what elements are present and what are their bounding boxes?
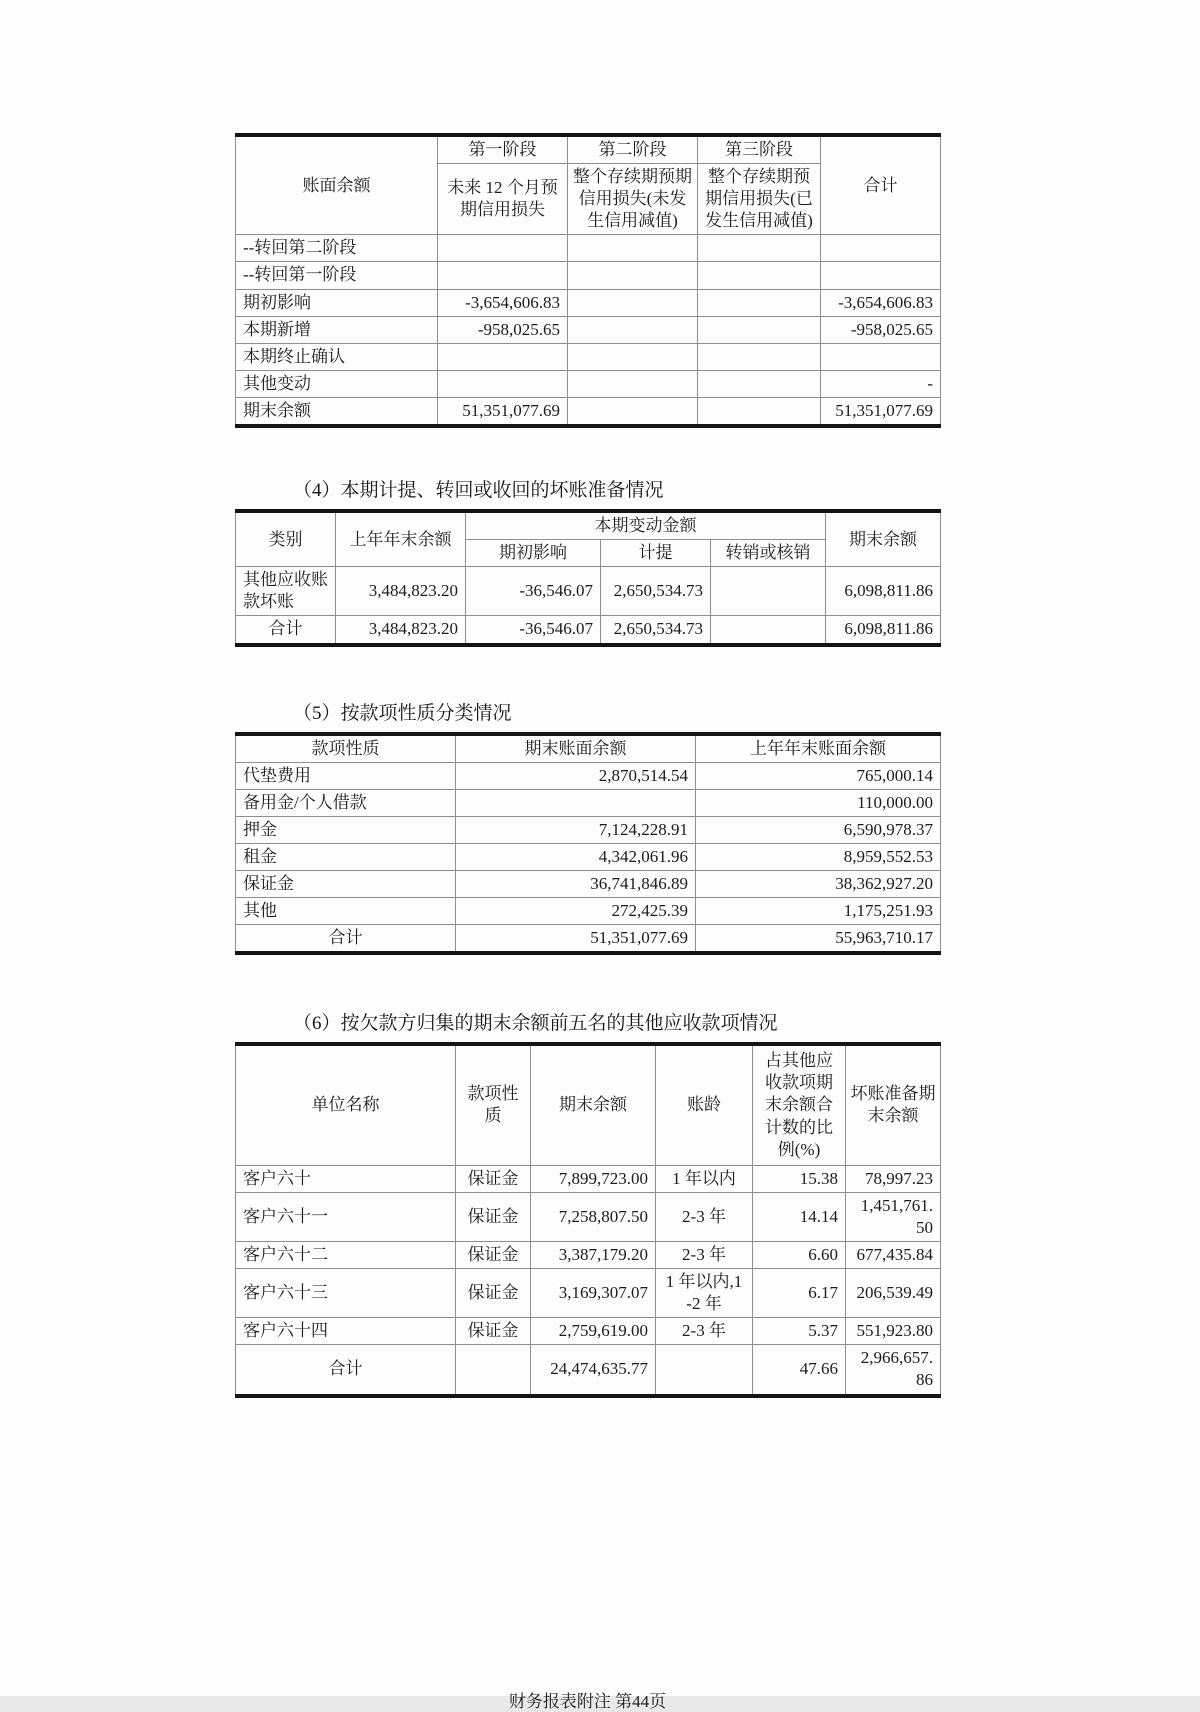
row-label: 保证金 — [236, 870, 456, 897]
cell-value: -3,654,606.83 — [821, 289, 941, 316]
section4-title: （4）本期计提、转回或收回的坏账准备情况 — [293, 480, 664, 502]
column-header: 款项性质 — [236, 734, 456, 763]
cell-value — [698, 235, 821, 262]
cell-value: 51,351,077.69 — [456, 925, 696, 954]
cell-value: 78,997.23 — [846, 1165, 941, 1192]
cell-value: 7,258,807.50 — [531, 1192, 656, 1241]
row-label: 客户六十 — [236, 1165, 456, 1192]
table-row — [236, 235, 941, 262]
cell-value: 2-3 年 — [656, 1318, 753, 1345]
table-row — [236, 370, 941, 397]
table-row — [236, 870, 941, 897]
cell-value: 1,451,761.50 — [846, 1192, 941, 1241]
cell-value: 47.66 — [753, 1345, 846, 1396]
table-header-row — [236, 135, 941, 164]
column-group-header: 本期变动金额 — [466, 511, 826, 540]
table-header-row — [236, 511, 941, 540]
cell-value — [456, 789, 696, 816]
cell-value: 7,899,723.00 — [531, 1165, 656, 1192]
column-header: 期末账面余额 — [456, 734, 696, 763]
row-label: 期初影响 — [236, 289, 438, 316]
cell-value: 保证金 — [456, 1165, 531, 1192]
cell-value — [568, 262, 698, 289]
cell-value — [821, 343, 941, 370]
table-total-row — [236, 616, 941, 645]
cell-value — [821, 262, 941, 289]
column-header: 款项性质 — [456, 1044, 531, 1165]
cell-value — [821, 235, 941, 262]
cell-value: 1 年以内,1-2 年 — [656, 1269, 753, 1318]
column-header: 坏账准备期末余额 — [846, 1044, 941, 1165]
column-header: 账龄 — [656, 1044, 753, 1165]
row-label: 其他 — [236, 898, 456, 925]
column-header: 第二阶段 — [568, 135, 698, 164]
table-row — [236, 1269, 941, 1318]
cell-value — [568, 370, 698, 397]
cell-value: - — [821, 370, 941, 397]
table-row — [236, 843, 941, 870]
table-row — [236, 1242, 941, 1269]
cell-value: 36,741,846.89 — [456, 870, 696, 897]
cell-value: 4,342,061.96 — [456, 843, 696, 870]
row-label: 期末余额 — [236, 397, 438, 426]
cell-value: 2-3 年 — [656, 1242, 753, 1269]
cell-value: 8,959,552.53 — [696, 843, 941, 870]
column-subheader: 未来 12 个月预期信用损失 — [438, 164, 568, 235]
table-header-row — [236, 1044, 941, 1165]
cell-value — [711, 616, 826, 645]
column-header: 类别 — [236, 511, 336, 567]
row-label: 合计 — [236, 616, 336, 645]
cell-value: 14.14 — [753, 1192, 846, 1241]
cell-value — [656, 1345, 753, 1396]
cell-value: 1,175,251.93 — [696, 898, 941, 925]
cell-value: -958,025.65 — [821, 316, 941, 343]
cell-value: 677,435.84 — [846, 1242, 941, 1269]
nature-classification-table — [235, 732, 941, 956]
cell-value — [438, 262, 568, 289]
column-subheader: 期初影响 — [466, 540, 601, 567]
cell-value: -36,546.07 — [466, 616, 601, 645]
cell-value: 110,000.00 — [696, 789, 941, 816]
cell-value: -3,654,606.83 — [438, 289, 568, 316]
table-total-row — [236, 1345, 941, 1396]
cell-value: 6.17 — [753, 1269, 846, 1318]
cell-value: 2-3 年 — [656, 1192, 753, 1241]
table-row — [236, 816, 941, 843]
credit-loss-stage-table — [235, 133, 941, 428]
column-header: 上年年末余额 — [336, 511, 466, 567]
column-header: 合计 — [821, 135, 941, 235]
cell-value — [568, 289, 698, 316]
cell-value: 206,539.49 — [846, 1269, 941, 1318]
section5-title: （5）按款项性质分类情况 — [293, 702, 512, 724]
cell-value — [698, 262, 821, 289]
cell-value: 55,963,710.17 — [696, 925, 941, 954]
row-label: 客户六十一 — [236, 1192, 456, 1241]
table-row — [236, 1192, 941, 1241]
column-subheader: 整个存续期预期信用损失(未发生信用减值) — [568, 164, 698, 235]
row-label: 本期新增 — [236, 316, 438, 343]
column-header: 占其他应收款项期末余额合计数的比例(%) — [753, 1044, 846, 1165]
row-label: 其他应收账款坏账 — [236, 567, 336, 616]
row-label: 租金 — [236, 843, 456, 870]
cell-value: 5.37 — [753, 1318, 846, 1345]
cell-value: 6.60 — [753, 1242, 846, 1269]
page-content — [235, 133, 940, 1712]
cell-value — [438, 235, 568, 262]
cell-value: 2,966,657.86 — [846, 1345, 941, 1396]
table-row — [236, 789, 941, 816]
table-total-row — [236, 925, 941, 954]
table-row — [236, 567, 941, 616]
row-label: 押金 — [236, 816, 456, 843]
row-label: 客户六十三 — [236, 1269, 456, 1318]
column-header: 期末余额 — [826, 511, 941, 567]
cell-value: 保证金 — [456, 1242, 531, 1269]
column-subheader: 整个存续期预期信用损失(已发生信用减值) — [698, 164, 821, 235]
table-row — [236, 762, 941, 789]
cell-value: 2,759,619.00 — [531, 1318, 656, 1345]
cell-value: 272,425.39 — [456, 898, 696, 925]
row-label: 客户六十二 — [236, 1242, 456, 1269]
cell-value — [568, 316, 698, 343]
row-label: 客户六十四 — [236, 1318, 456, 1345]
row-label: --转回第一阶段 — [236, 262, 438, 289]
cell-value: -36,546.07 — [466, 567, 601, 616]
cell-value: 2,650,534.73 — [601, 616, 711, 645]
bad-debt-provision-table — [235, 509, 941, 646]
table-row — [236, 316, 941, 343]
table-row — [236, 343, 941, 370]
cell-value: -958,025.65 — [438, 316, 568, 343]
cell-value: 15.38 — [753, 1165, 846, 1192]
row-label: 合计 — [236, 925, 456, 954]
cell-value — [698, 370, 821, 397]
cell-value: 765,000.14 — [696, 762, 941, 789]
column-header: 期末余额 — [531, 1044, 656, 1165]
column-subheader: 计提 — [601, 540, 711, 567]
row-label: 本期终止确认 — [236, 343, 438, 370]
cell-value: 6,098,811.86 — [826, 567, 941, 616]
cell-value: 6,098,811.86 — [826, 616, 941, 645]
page-footer: 财务报表附注 第44页 — [508, 1691, 667, 1711]
row-label: --转回第二阶段 — [236, 235, 438, 262]
table-row — [236, 289, 941, 316]
column-header: 第一阶段 — [438, 135, 568, 164]
row-label: 备用金/个人借款 — [236, 789, 456, 816]
cell-value — [698, 289, 821, 316]
column-header: 账面余额 — [236, 135, 438, 235]
cell-value — [698, 316, 821, 343]
cell-value: 551,923.80 — [846, 1318, 941, 1345]
cell-value: 38,362,927.20 — [696, 870, 941, 897]
cell-value: 3,484,823.20 — [336, 567, 466, 616]
row-label: 代垫费用 — [236, 762, 456, 789]
column-header: 第三阶段 — [698, 135, 821, 164]
cell-value: 7,124,228.91 — [456, 816, 696, 843]
column-header: 上年年末账面余额 — [696, 734, 941, 763]
cell-value — [568, 397, 698, 426]
row-label: 其他变动 — [236, 370, 438, 397]
table-row — [236, 397, 941, 426]
cell-value: 保证金 — [456, 1269, 531, 1318]
cell-value: 51,351,077.69 — [438, 397, 568, 426]
cell-value — [698, 397, 821, 426]
cell-value: 1 年以内 — [656, 1165, 753, 1192]
table-row — [236, 262, 941, 289]
table-row — [236, 1165, 941, 1192]
cell-value: 2,650,534.73 — [601, 567, 711, 616]
cell-value: 保证金 — [456, 1192, 531, 1241]
cell-value — [568, 343, 698, 370]
cell-value — [438, 370, 568, 397]
column-subheader: 转销或核销 — [711, 540, 826, 567]
cell-value: 3,169,307.07 — [531, 1269, 656, 1318]
table-row — [236, 898, 941, 925]
cell-value: 3,484,823.20 — [336, 616, 466, 645]
cell-value: 24,474,635.77 — [531, 1345, 656, 1396]
cell-value: 3,387,179.20 — [531, 1242, 656, 1269]
cell-value — [456, 1345, 531, 1396]
cell-value: 6,590,978.37 — [696, 816, 941, 843]
section6-title: （6）按欠款方归集的期末余额前五名的其他应收款项情况 — [293, 1013, 778, 1035]
table-row — [236, 1318, 941, 1345]
cell-value — [698, 343, 821, 370]
cell-value: 保证金 — [456, 1318, 531, 1345]
column-header: 单位名称 — [236, 1044, 456, 1165]
cell-value — [568, 235, 698, 262]
cell-value: 51,351,077.69 — [821, 397, 941, 426]
cell-value — [711, 567, 826, 616]
top-five-debtors-table — [235, 1042, 941, 1397]
row-label: 合计 — [236, 1345, 456, 1396]
cell-value — [438, 343, 568, 370]
cell-value: 2,870,514.54 — [456, 762, 696, 789]
table-header-row — [236, 734, 941, 763]
